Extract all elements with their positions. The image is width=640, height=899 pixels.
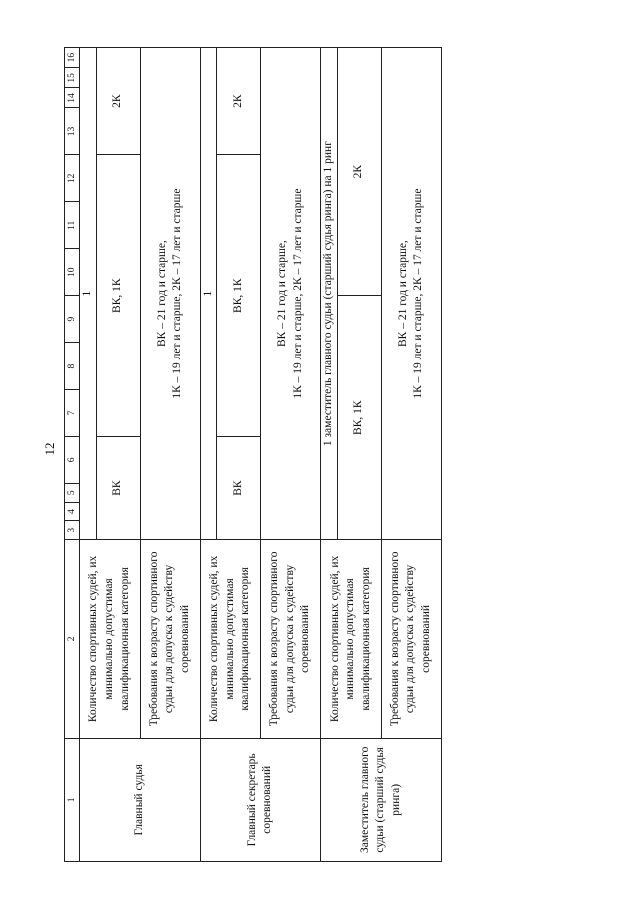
age-requirements xyxy=(261,48,321,540)
category-cell: ВК, 1К xyxy=(217,155,261,437)
col-num: 10 xyxy=(65,249,80,296)
col-num: 8 xyxy=(65,343,80,390)
age-label: Требования к возрасту спортивного судьи для допуска к судейству соревнований xyxy=(381,540,441,738)
count-label: Количество спортивных судей, их минимально допустимая квалификационная категория xyxy=(321,540,382,738)
category-cell: 2К xyxy=(217,48,261,155)
category-cell: 2К xyxy=(96,48,140,155)
count-label: Количество спортивных судей, их минимально допустимая квалификационная категория xyxy=(200,540,261,738)
age-requirements xyxy=(140,48,200,540)
role-cell: Заместитель главного судьи (старший судья ринга) xyxy=(321,738,442,861)
col-num: 7 xyxy=(65,390,80,437)
age-req-line: 1К – 19 лет и старше, 2К – 17 лет и старше xyxy=(171,188,184,399)
count-label: Количество спортивных судей, их минимально допустимая квалификационная категория xyxy=(80,540,141,738)
age-req-line: ВК – 21 год и старше, xyxy=(396,240,409,347)
col-num: 15 xyxy=(65,68,80,88)
age-label: Требования к возрасту спортивного судьи для допуска к судейству соревнований xyxy=(140,540,200,738)
col-num: 9 xyxy=(65,296,80,343)
role-cell: Главный секретарь соревнований xyxy=(200,738,321,861)
count-value: 1 заместитель главного судьи (старший судья ринга) на 1 ринг xyxy=(321,48,338,540)
col-num: 2 xyxy=(65,540,80,738)
role-cell: Главный судья xyxy=(80,738,201,861)
col-num: 14 xyxy=(65,88,80,108)
col-num: 3 xyxy=(65,521,80,540)
col-num: 6 xyxy=(65,436,80,483)
category-cell: ВК xyxy=(96,436,140,539)
age-req-line: ВК – 21 год и старше, xyxy=(155,240,168,347)
col-num: 1 xyxy=(65,738,80,861)
age-req-line: 1К – 19 лет и старше, 2К – 17 лет и старше xyxy=(412,188,425,399)
page-number: 12 xyxy=(42,442,57,456)
age-req-line: 1К – 19 лет и старше, 2К – 17 лет и старше xyxy=(291,188,304,399)
age-label: Требования к возрасту спортивного судьи для допуска к судейству соревнований xyxy=(261,540,321,738)
count-value: 1 xyxy=(80,48,97,540)
col-num: 13 xyxy=(65,108,80,155)
table-row xyxy=(80,48,97,862)
category-cell: 2К xyxy=(337,48,381,296)
age-req-line: ВК – 21 год и старше, xyxy=(276,240,289,347)
col-num: 16 xyxy=(65,48,80,68)
column-number-row xyxy=(65,48,80,862)
table-row xyxy=(321,48,338,862)
col-num: 5 xyxy=(65,483,80,502)
col-num: 12 xyxy=(65,155,80,202)
rotated-table-container xyxy=(64,47,640,862)
category-cell: ВК, 1К xyxy=(337,296,381,540)
col-num: 4 xyxy=(65,502,80,521)
count-value: 1 xyxy=(200,48,217,540)
age-requirements xyxy=(381,48,441,540)
category-cell: ВК xyxy=(217,436,261,539)
judges-requirements-table xyxy=(64,47,442,862)
category-cell: ВК, 1К xyxy=(96,155,140,437)
table-row xyxy=(200,48,217,862)
col-num: 11 xyxy=(65,202,80,249)
